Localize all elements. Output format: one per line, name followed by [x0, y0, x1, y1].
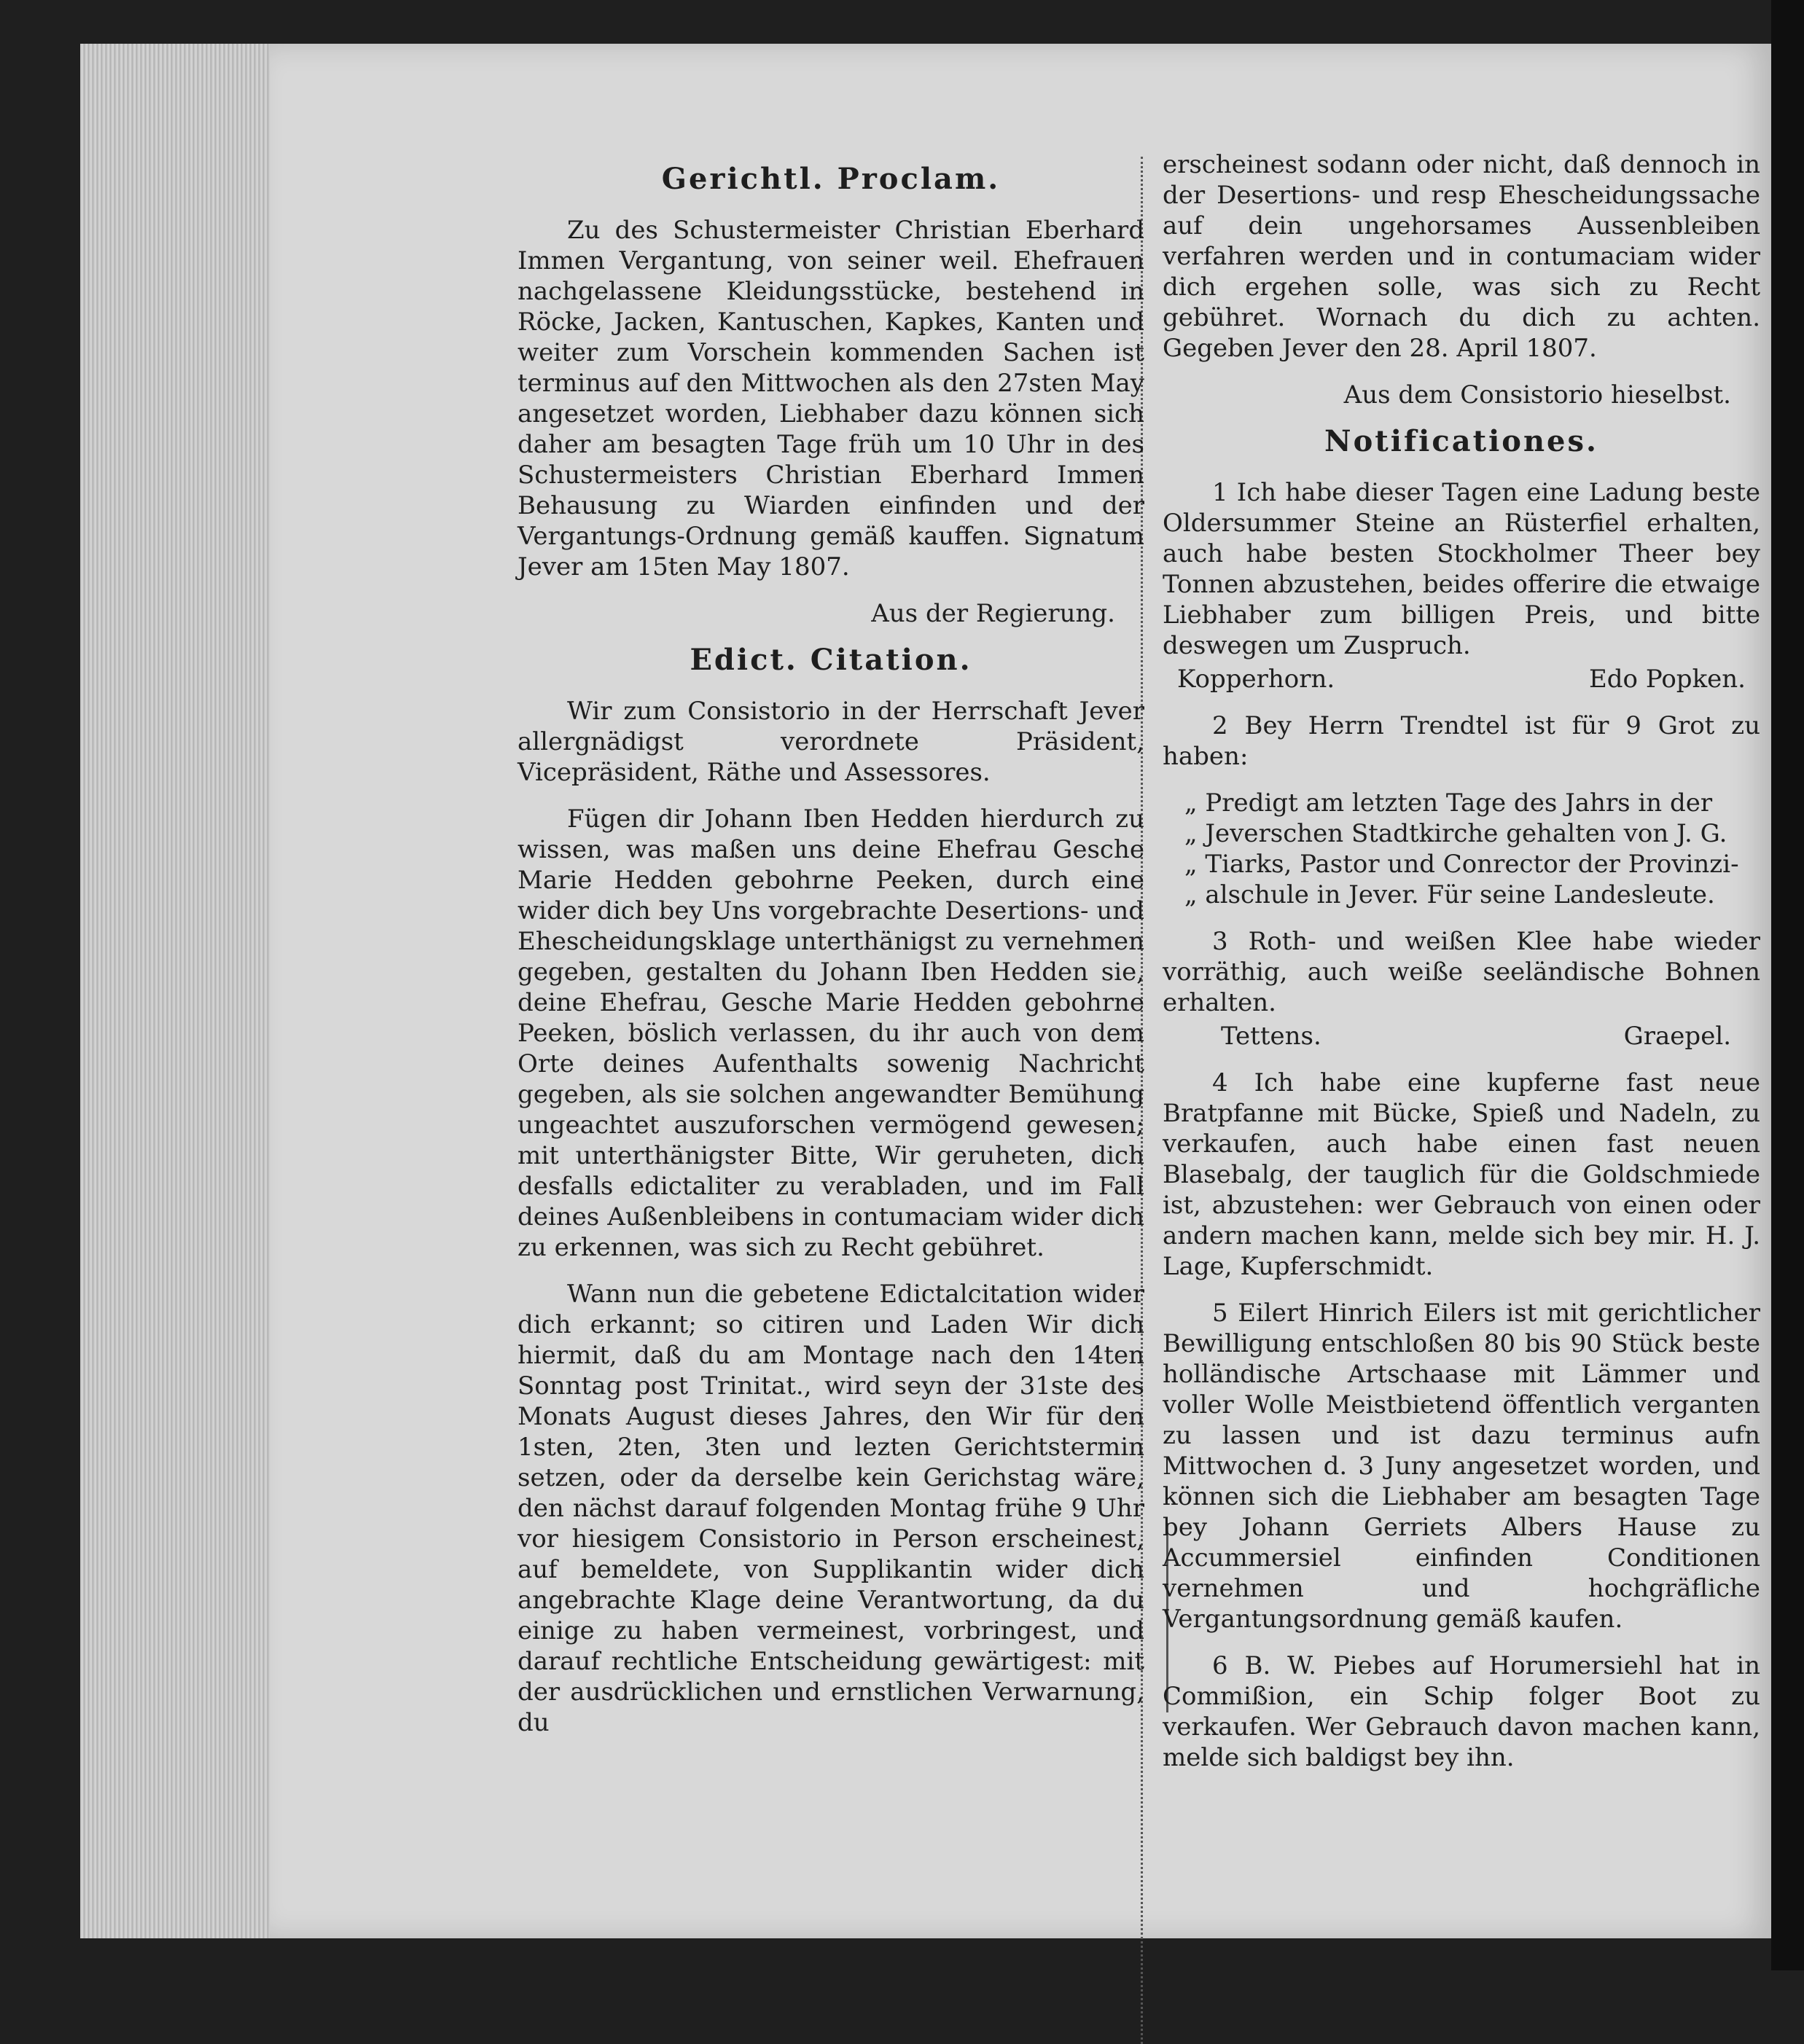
background-strip: [1771, 0, 1804, 1970]
quote-line: „ Tiarks, Pastor und Conrector der Provinzi-: [1184, 850, 1739, 879]
notice-3-name: Graepel.: [1623, 1022, 1731, 1051]
notice-2: 2 Bey Herrn Trendtel ist für 9 Grot zu haben:: [1163, 711, 1760, 771]
citation-continuation: erscheinest sodann oder nicht, daß dennoch in der Desertions- und resp Ehescheidungssache auf dein ungehorsames Aussenbleiben verfahren werden und in contumaciam wider dich ergehen solle, was sich zu Recht gebühret. Wornach du dich zu achten. Gegeben Jever den 28. April 1807.: [1163, 150, 1760, 363]
notice-3-place: Tettens.: [1221, 1022, 1321, 1051]
proclam-text: Zu des Schustermeister Christian Eberhard Immen Vergantung, von seiner weil. Ehefrauen nachgelassene Kleidungsstücke, bestehend in Röcke, Jacken, Kantuschen, Kapkes, Kanten und weiter zum Vorschein kommenden Sachen ist terminus auf den Mittwochen als den 27sten May angesetzet worden, Liebhaber dazu können sich daher am besagten Tage früh um 10 Uhr in des Schustermeisters Christian Eberhard Immen Behausung zu Wiarden einfinden und der Vergantungs-Ordnung gemäß kauffen. Signatum Jever am 15ten May 1807.: [518, 216, 1144, 582]
notice-1: 1 Ich habe dieser Tagen eine Ladung beste Oldersummer Steine an Rüsterfiel erhalten, auch habe besten Stockholmer Theer bey Tonnen abzustehen, beides offerire die etwaige Liebhaber zum billigen Preis, und bitte deswegen um Zuspruch.: [1163, 478, 1760, 660]
citation-summons: Wann nun die gebetene Edictalcitation wider dich erkannt; so citiren und Laden Wir dich hiermit, daß du am Montage nach den 14ten Sonntag post Trinitat., wird seyn der 31ste des Monats August dieses Jahres, den Wir für den 1sten, 2ten, 3ten und lezten Gerichtstermin setzen, oder da derselbe kein Gerichstag wäre, den nächst darauf folgenden Montag frühe 9 Uhr vor hiesigem Consistorio in Person erscheinest, auf bemeldete, von Supplikantin wider dich angebrachte Klage deine Verantwortung, da du einige zu haben vermeinest, vorbringest, und darauf rechtliche Entscheidung gewärtigest: mit der ausdrücklichen und ernstlichen Verwarnung, du: [518, 1280, 1144, 1737]
proclam-signature: Aus der Regierung.: [871, 599, 1115, 628]
notice-1-name: Edo Popken.: [1588, 665, 1746, 694]
right-column: [1163, 149, 1760, 1789]
notice-2-quote: [1184, 788, 1760, 910]
page-edges: [80, 44, 270, 1938]
citation-signature: Aus dem Consistorio hieselbst.: [1343, 380, 1731, 410]
notice-3: 3 Roth- und weißen Klee habe wieder vorräthig, auch weiße seeländische Bohnen erhalten.: [1163, 927, 1760, 1017]
notice-1-place: Kopperhorn.: [1177, 665, 1335, 694]
notice-3-signature: [1221, 1021, 1731, 1052]
heading-notifications: Notificationes.: [1324, 424, 1598, 458]
notice-5: 5 Eilert Hinrich Eilers ist mit gerichtlicher Bewilligung entschloßen 80 bis 90 Stück beste holländische Artschaase mit Lämmer und voller Wolle Meistbietend öffentlich verganten zu lassen und ist dazu terminus aufn Mittwochen d. 3 Juny angesetzet worden, und können sich die Liebhaber am besagten Tage bey Johann Gerriets Albers Hause zu Accummersiel einfinden Conditionen vernehmen und hochgräfliche Vergantungsordnung gemäß kaufen.: [1163, 1299, 1760, 1634]
heading-proclam: Gerichtl. Proclam.: [661, 162, 1001, 196]
notice-6: 6 B. W. Piebes auf Horumersiehl hat in Commißion, ein Schip folger Boot zu verkaufen. Wer Gebrauch davon machen kann, melde sich baldigst bey ihn.: [1163, 1651, 1760, 1772]
quote-line: „ Jeverschen Stadtkirche gehalten von J. G.: [1184, 819, 1727, 848]
left-column: [518, 149, 1144, 1754]
citation-intro: Wir zum Consistorio in der Herrschaft Jever allergnädigst verordnete Präsident, Vicepräsident, Räthe und Assessores.: [518, 697, 1144, 787]
citation-body: Fügen dir Johann Iben Hedden hierdurch zu wissen, was maßen uns deine Ehefrau Gesche Marie Hedden gebohrne Peeken, durch eine wider dich bey Uns vorgebrachte Desertions- und Ehescheidungsklage unterthänigst zu vernehmen gegeben, gestalten du Johann Iben Hedden sie, deine Ehefrau, Gesche Marie Hedden gebohrne Peeken, böslich verlassen, du ihr auch von dem Orte deines Aufenthalts sowenig Nachricht gegeben, als sie solchen angewandter Bemühung ungeachtet auszuforschen vermögend gewesen; mit unterthänigster Bitte, Wir geruheten, dich desfalls edictaliter zu verabladen, und im Fall deines Außenbleibens in contumaciam wider dich zu erkennen, was sich zu Recht gebühret.: [518, 804, 1144, 1262]
notice-1-signature: [1177, 664, 1746, 694]
quote-line: „ alschule in Jever. Für seine Landesleute.: [1184, 880, 1715, 909]
quote-line: „ Predigt am letzten Tage des Jahrs in der: [1184, 788, 1713, 818]
notice-4: 4 Ich habe eine kupferne fast neue Bratpfanne mit Bücke, Spieß und Nadeln, zu verkaufen, auch habe einen fast neuen Blasebalg, der tauglich für die Goldschmiede ist, abzustehen: wer Gebrauch von einen oder andern machen kann, melde sich bey mir. H. J. Lage, Kupferschmidt.: [1163, 1068, 1760, 1281]
heading-citation: Edict. Citation.: [690, 643, 972, 677]
